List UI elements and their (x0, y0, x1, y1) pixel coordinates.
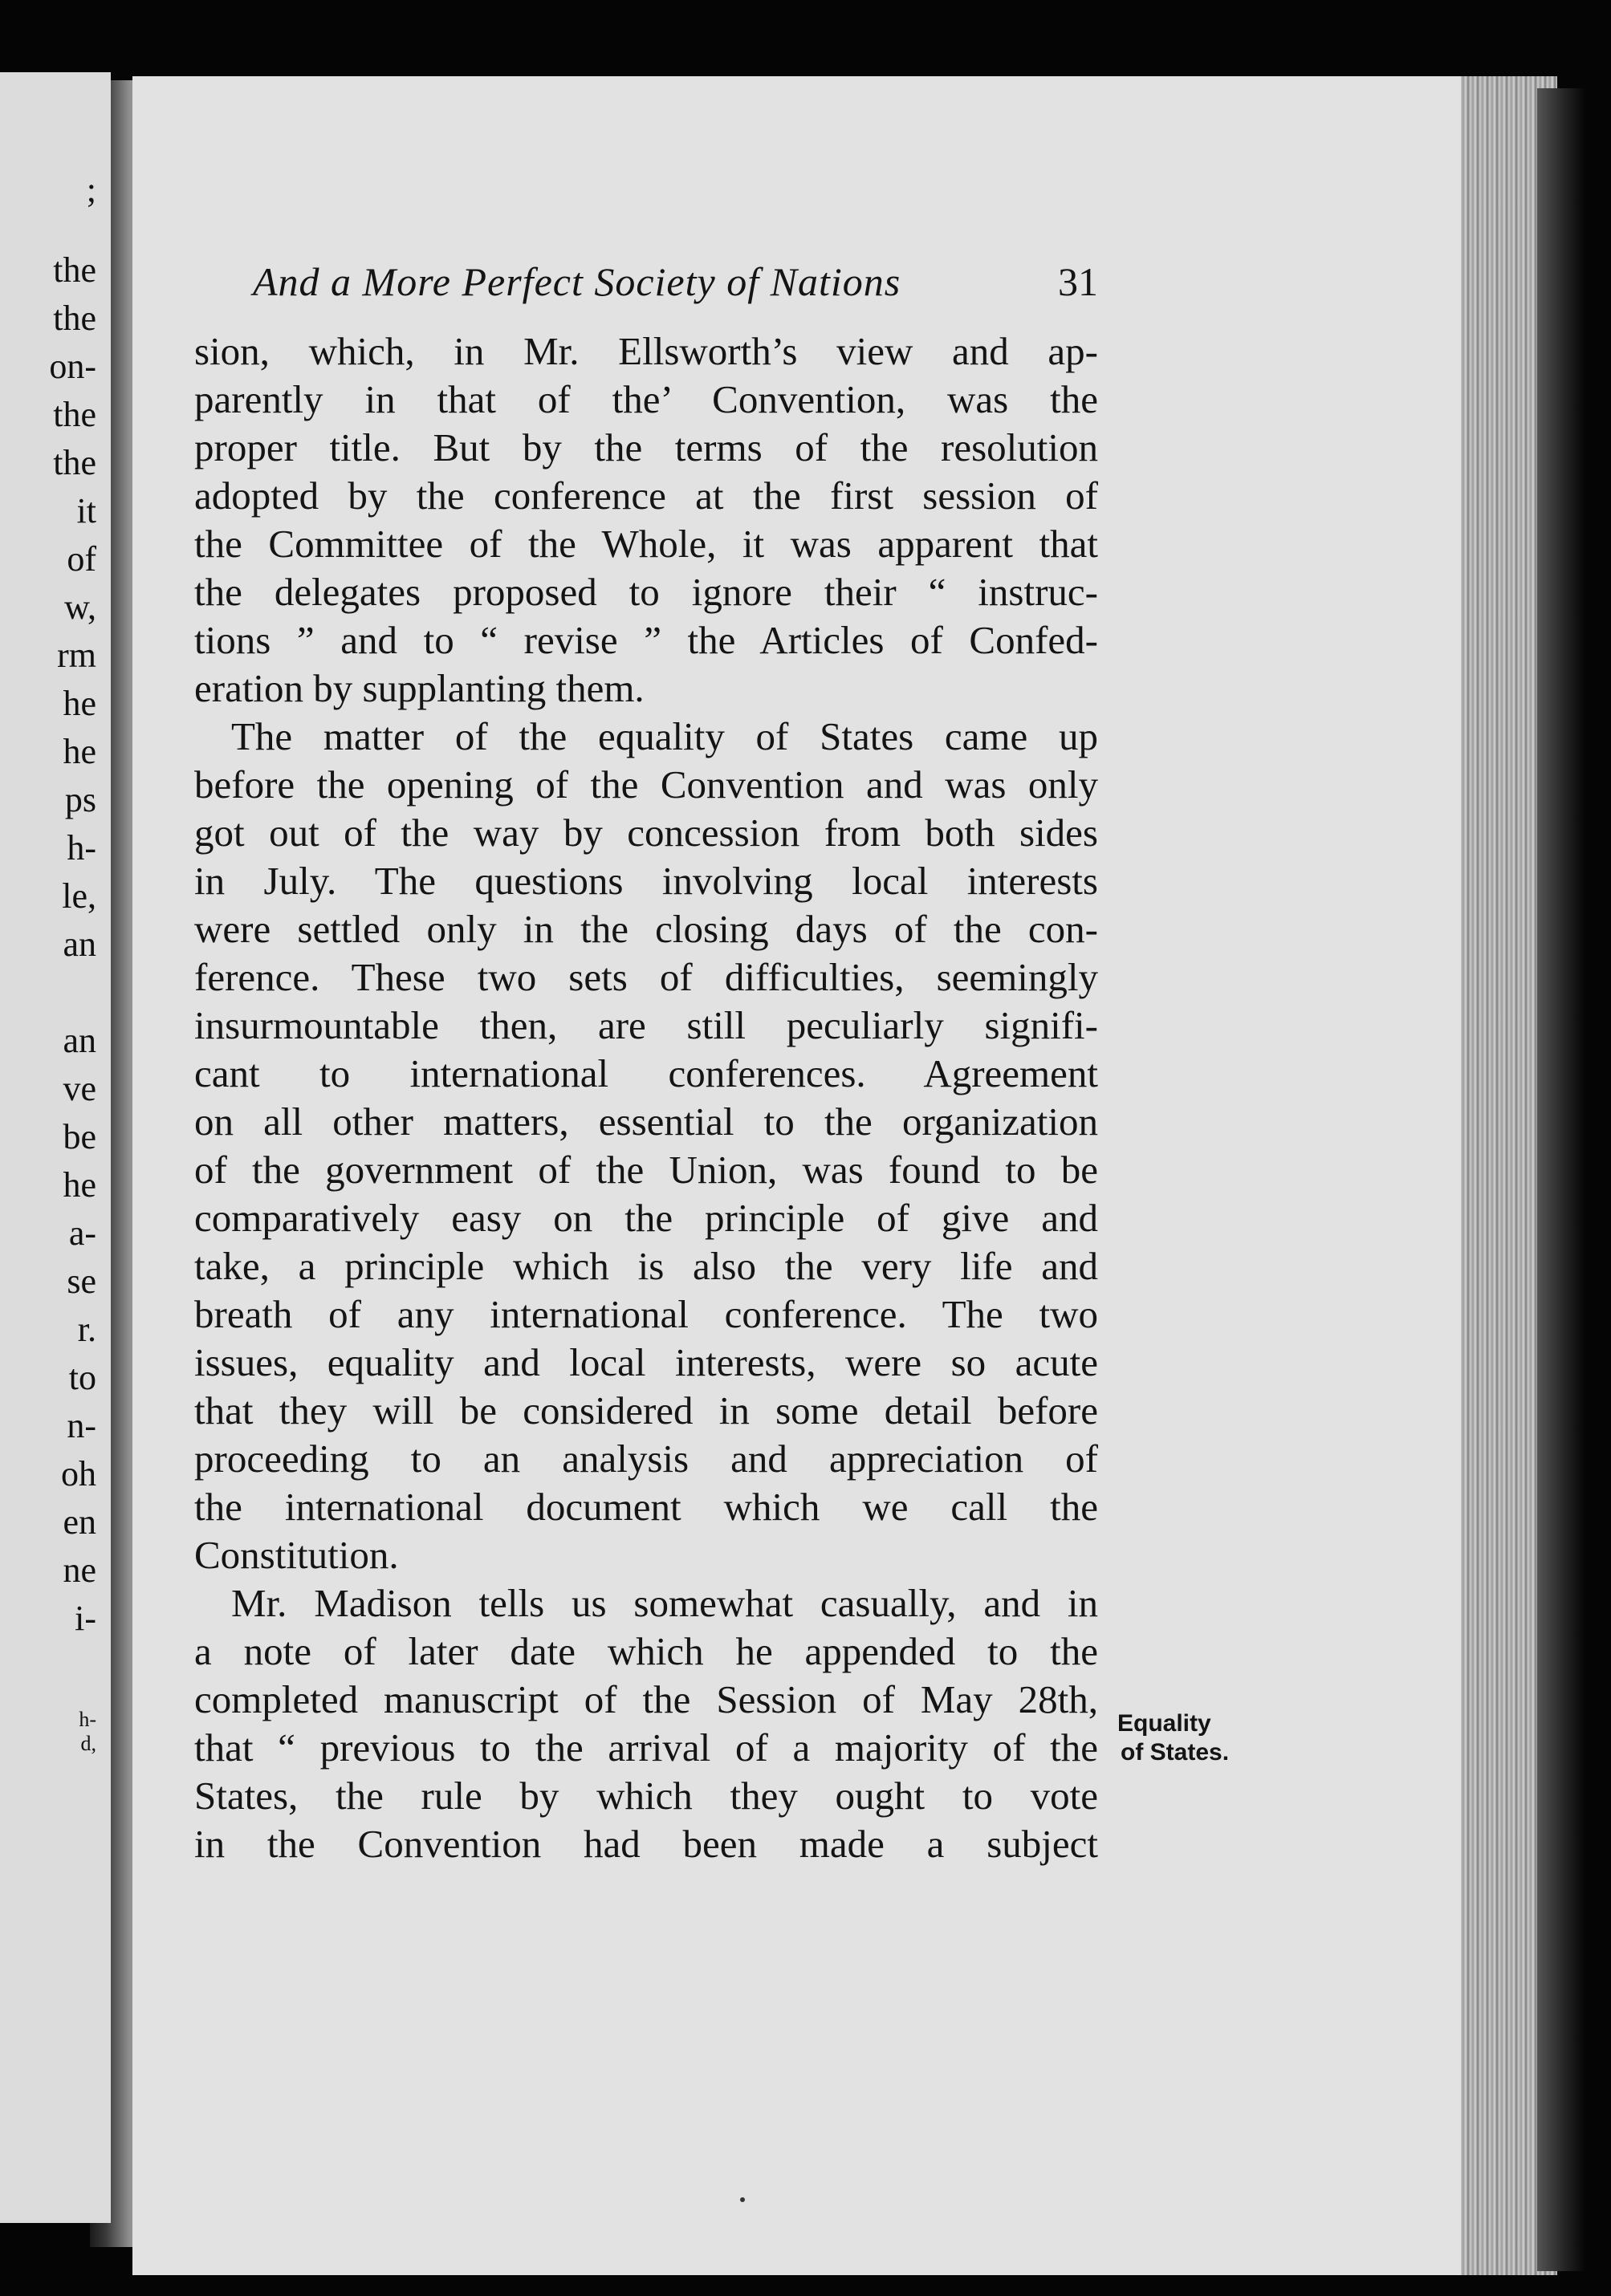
paper-speck (740, 2197, 745, 2202)
previous-page-fragment: n- (67, 1406, 96, 1445)
text-line: Mr. Madison tells us somewhat casually, and in (231, 1581, 1098, 1625)
text-line: a note of later date which he appended to the (194, 1629, 1098, 1673)
text-line: tions ” and to “ revise ” the Articles of Confed- (194, 618, 1098, 662)
previous-page-fragment: i- (75, 1599, 96, 1638)
previous-page-fragment: ; (86, 170, 96, 209)
previous-page-fragment: ve (63, 1069, 96, 1108)
previous-page-fragment: an (63, 924, 96, 964)
previous-page-fragment: he (63, 1165, 96, 1205)
text-line: of the government of the Union, was found to be (194, 1148, 1098, 1192)
text-line: in the Convention had been made a subject (194, 1822, 1098, 1866)
previous-page-fragment: the (53, 443, 96, 482)
marginal-note-line: Equality (1117, 1710, 1211, 1737)
previous-page-fragment: h- (67, 828, 96, 868)
text-line: the Committee of the Whole, it was apparent that (194, 522, 1098, 566)
previous-page-fragment: he (63, 684, 96, 723)
previous-page-fragment: en (63, 1502, 96, 1542)
book-cover-edge (1537, 88, 1585, 2271)
text-line: The matter of the equality of States came up (231, 714, 1098, 758)
previous-page-fragment: ne (63, 1550, 96, 1590)
text-line: proper title. But by the terms of the resolution (194, 425, 1098, 469)
text-line: issues, equality and local interests, were so acute (194, 1340, 1098, 1384)
text-line: eration by supplanting them. (194, 666, 645, 710)
text-line: parently in that of the’ Convention, was the (194, 377, 1098, 421)
previous-page-fragment: he (63, 732, 96, 771)
text-line: completed manuscript of the Session of May 28th, (194, 1677, 1098, 1721)
previous-page-fragment: the (53, 395, 96, 434)
text-line: Constitution. (194, 1533, 399, 1577)
text-line: comparatively easy on the principle of give and (194, 1196, 1098, 1240)
marginal-note (1117, 1709, 1229, 1767)
text-line: in July. The questions involving local interests (194, 859, 1098, 903)
previous-page-fragment: le, (62, 876, 96, 916)
text-line: States, the rule by which they ought to vote (194, 1774, 1098, 1818)
previous-page-fragment: rm (57, 636, 96, 675)
previous-page-fragment: be (63, 1117, 96, 1156)
text-line: cant to international conferences. Agreement (194, 1051, 1098, 1095)
previous-page-fragment: on- (49, 347, 96, 386)
text-line: adopted by the conference at the first session of (194, 473, 1098, 518)
page-number: 31 (1058, 259, 1098, 304)
text-line: before the opening of the Convention and was only (194, 762, 1098, 807)
text-line: breath of any international conference. The two (194, 1292, 1098, 1336)
body-text (194, 327, 1098, 1868)
text-line: insurmountable then, are still peculiarly signifi- (194, 1003, 1098, 1047)
text-line: were settled only in the closing days of the con- (194, 907, 1098, 951)
text-line: sion, which, in Mr. Ellsworth’s view and ap- (194, 329, 1098, 373)
previous-page-fragment: ps (64, 780, 96, 819)
text-line: on all other matters, essential to the organization (194, 1099, 1098, 1144)
text-line: the delegates proposed to ignore their “ instruc- (194, 570, 1098, 614)
previous-page-fragment: d, (80, 1732, 96, 1755)
previous-page-fragment: h- (79, 1708, 96, 1731)
previous-page-fragment: se (67, 1262, 96, 1301)
previous-page-fragment: a- (68, 1213, 96, 1253)
running-head-title: And a More Perfect Society of Nations (253, 259, 901, 304)
previous-page-fragment: the (53, 250, 96, 290)
text-line: that they will be considered in some detail before (194, 1388, 1098, 1432)
marginal-note-line: of States. (1121, 1739, 1230, 1766)
previous-page-fragment: an (63, 1021, 96, 1060)
previous-page-fragment: of (67, 539, 96, 579)
previous-page-fragment: to (68, 1358, 96, 1397)
text-line: got out of the way by concession from both sides (194, 811, 1098, 855)
previous-page-fragment: oh (61, 1454, 96, 1493)
previous-page-fragment: it (76, 491, 96, 530)
previous-page-edge (0, 72, 111, 2223)
text-line: ference. These two sets of difficulties, seemingly (194, 955, 1098, 999)
text-line: proceeding to an analysis and appreciation of (194, 1437, 1098, 1481)
previous-page-fragment: r. (77, 1310, 96, 1349)
previous-page-fragment: w, (64, 587, 96, 627)
previous-page-fragment: the (53, 299, 96, 338)
text-line: take, a principle which is also the very life and (194, 1244, 1098, 1288)
text-line: that “ previous to the arrival of a majority of the (194, 1725, 1098, 1770)
text-line: the international document which we call the (194, 1485, 1098, 1529)
